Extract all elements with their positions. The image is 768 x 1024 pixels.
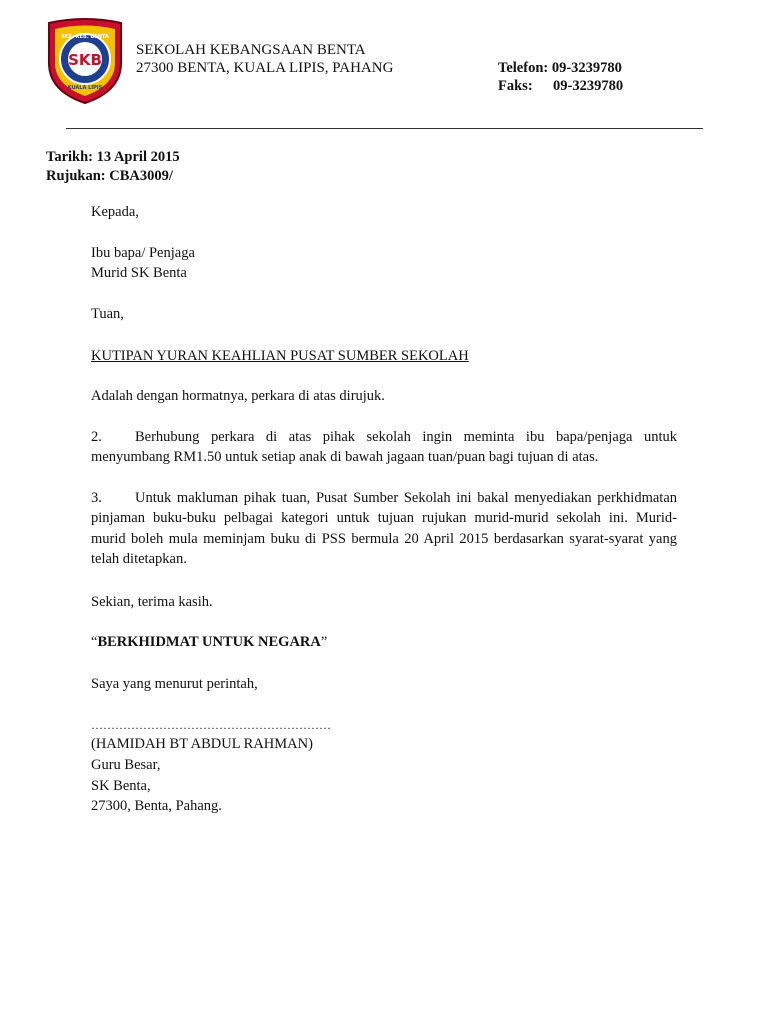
- subject-line: [91, 346, 677, 367]
- signatory-name: (HAMIDAH BT ABDUL RAHMAN): [91, 736, 313, 752]
- signatory-address: 27300, Benta, Pahang.: [91, 798, 222, 814]
- paragraph-3-line-2: pinjaman buku-buku pelbagai kategori untuk tujuan rujukan murid-murid sekolah ini. Murid-: [91, 510, 677, 526]
- phone-label: Telefon:: [498, 60, 549, 76]
- logo-initials: SKB: [68, 51, 102, 69]
- closing-thanks: Sekian, terima kasih.: [91, 594, 213, 610]
- phone-line: [498, 59, 622, 77]
- logo-ring-text: SEK. KEB. BENTA: [61, 34, 109, 40]
- letter-reference: Rujukan: CBA3009/: [46, 168, 173, 184]
- paragraph-3-line-3: murid boleh mula meminjam buku di PSS bermula 20 April 2015 berdasarkan syarat-syarat yang: [91, 531, 677, 547]
- recipient-to: Kepada,: [91, 204, 139, 220]
- signatory-title: Guru Besar,: [91, 757, 161, 773]
- school-crest-icon: [44, 17, 126, 105]
- paragraph-2-text-1: Berhubung perkara di atas pihak sekolah ingin meminta ibu bapa/penjaga untuk: [135, 429, 677, 445]
- paragraph-2-number: 2.: [91, 429, 102, 445]
- fax-number: 09-3239780: [553, 78, 624, 94]
- subject-text: KUTIPAN YURAN KEAHLIAN PUSAT SUMBER SEKOLAH: [91, 348, 469, 364]
- paragraph-1: Adalah dengan hormatnya, perkara di atas dirujuk.: [91, 388, 385, 404]
- paragraph-3-number: 3.: [91, 490, 102, 506]
- school-name: SEKOLAH KEBANGSAAN BENTA: [136, 42, 366, 58]
- recipient-line-2: Murid SK Benta: [91, 265, 187, 281]
- school-address: 27300 BENTA, KUALA LIPIS, PAHANG: [136, 60, 394, 76]
- signatory-school: SK Benta,: [91, 778, 151, 794]
- phone-number: 09-3239780: [551, 60, 622, 76]
- logo-bottom-text: KUALA LIPIS: [67, 85, 103, 91]
- signature-dots: ……………………………………………………: [91, 718, 331, 732]
- header-divider: [66, 128, 703, 129]
- fax-label: Faks:: [498, 78, 533, 94]
- motto-line: [91, 632, 677, 653]
- motto-open-quote: “: [91, 634, 98, 650]
- school-logo: [44, 17, 126, 105]
- greeting: Tuan,: [91, 306, 124, 322]
- recipient-line-1: Ibu bapa/ Penjaga: [91, 245, 195, 261]
- school-header: [136, 41, 393, 77]
- fax-line: [498, 77, 623, 95]
- motto-text: BERKHIDMAT UNTUK NEGARA: [97, 634, 321, 650]
- paragraph-3-line-4: telah ditetapkan.: [91, 551, 187, 567]
- paragraph-3-line-1: [91, 488, 677, 509]
- paragraph-3-text-1: Untuk makluman pihak tuan, Pusat Sumber Sekolah ini bakal menyediakan perkhidmatan: [135, 490, 677, 506]
- paragraph-2-line-1: [91, 427, 677, 448]
- paragraph-2-line-2: menyumbang RM1.50 untuk setiap anak di bawah jagaan tuan/puan bagi tujuan di atas.: [91, 449, 599, 465]
- motto-close-quote: ”: [320, 634, 328, 650]
- by-order-line: Saya yang menurut perintah,: [91, 676, 258, 692]
- letter-date: Tarikh: 13 April 2015: [46, 149, 180, 165]
